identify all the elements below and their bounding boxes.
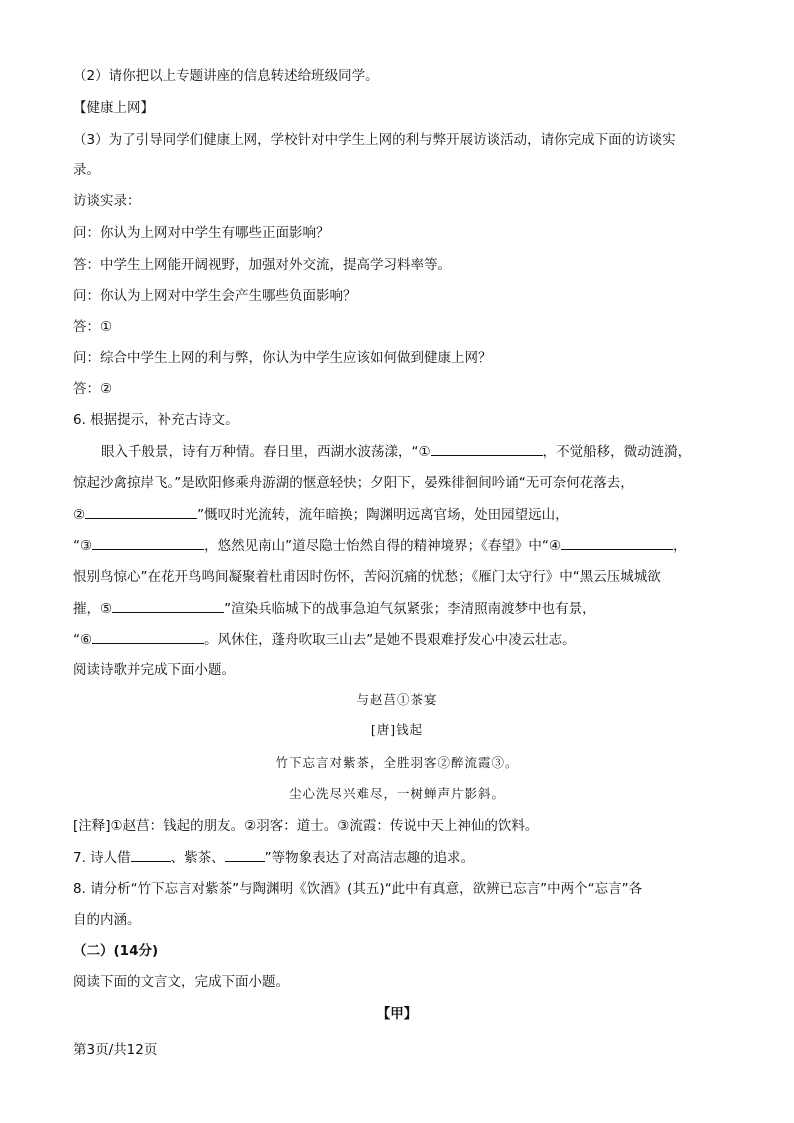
- q6-line-1: 眼入千般景，诗有万种情。春日里，西湖水波荡漾，“① ，不觉船移，微动涟漪，: [101, 441, 724, 462]
- q6-line-5: 恨别鸟惊心”在花开鸟鸣间凝聚着杜甫因时伤怀，苦闷沉痛的忧愁；《雁门太守行》中“黑云压城城欲: [73, 569, 661, 585]
- q6-line-7: “⑥ 。风休住，蓬舟吹取三山去”是她不畏艰难抒发心中凌云壮志。: [73, 629, 724, 650]
- interview-a2: 答：①: [73, 319, 113, 335]
- fill-blank-q7-1[interactable]: [131, 847, 171, 862]
- question-6-heading: 6. 根据提示，补充古诗文。: [73, 412, 239, 428]
- q6-line-3: ② ”慨叹时光流转，流年暗换；陶渊明远离官场，处田园望远山，: [73, 504, 724, 525]
- q6-line-4: “③ ，悠然见南山”道尽隐士怡然自得的精神境界；《春望》中“④ ，: [73, 535, 724, 556]
- q6-line-6: 摧，⑤ ”渲染兵临城下的战事急迫气氛紧张；李清照南渡梦中也有景，: [73, 598, 724, 619]
- poem-line-2: 尘心洗尽兴难尽，一树蝉声片影斜。: [288, 786, 505, 801]
- interview-q2: 问：你认为上网对中学生会产生哪些负面影响？: [73, 288, 357, 304]
- reading-intro: 阅读诗歌并完成下面小题。: [73, 662, 235, 678]
- fill-blank-5[interactable]: [112, 598, 224, 613]
- poem-title: 与赵莒①茶宴: [356, 692, 438, 707]
- question-2-text: （2）请你把以上专题讲座的信息转述给班级同学。: [73, 68, 379, 84]
- poem-line-1: 竹下忘言对紫茶，全胜羽客②醉流霞③。: [275, 755, 519, 770]
- question-8-line-1: 8. 请分析“竹下忘言对紫茶”与陶渊明《饮酒》(其五)“此中有真意，欲辨已忘言”中两个“忘言”各: [73, 881, 643, 897]
- interview-q3: 问：综合中学生上网的利与弊，你认为中学生应该如何做到健康上网？: [73, 350, 492, 366]
- passage-jia-heading: 【甲】: [376, 1006, 418, 1022]
- question-8-line-2: 自的内涵。: [73, 912, 141, 928]
- fill-blank-q7-2[interactable]: [225, 847, 265, 862]
- question-3-text: （3）为了引导同学们健康上网，学校针对中学生上网的利与弊开展访谈活动，请你完成下面的访谈实: [73, 132, 676, 148]
- page-footer: 第3页/共12页: [73, 1042, 158, 1058]
- section-heading-healthy-internet: 【健康上网】: [73, 100, 154, 116]
- q6-line-2: 惊起沙禽掠岸飞。”是欧阳修乘舟游湖的惬意轻快；夕阳下，晏殊徘徊间吟诵“无可奈何花落去，: [73, 475, 634, 491]
- section-2-heading: （二）(14分): [73, 943, 159, 959]
- interview-a1: 答：中学生上网能开阔视野，加强对外交流，提高学习料率等。: [73, 257, 451, 273]
- question-7: 7. 诗人借 、紫茶、 ”等物象表达了对高洁志趣的追求。: [73, 847, 724, 868]
- interview-a3: 答：②: [73, 381, 113, 397]
- fill-blank-4[interactable]: [561, 535, 673, 550]
- fill-blank-1[interactable]: [431, 441, 543, 456]
- interview-heading: 访谈实录：: [73, 193, 141, 209]
- interview-q1: 问：你认为上网对中学生有哪些正面影响？: [73, 225, 330, 241]
- poem-author: [唐]钱起: [370, 722, 424, 737]
- poem-notes: [注释]①赵莒：钱起的朋友。②羽客：道士。③流霞：传说中天上神仙的饮料。: [73, 818, 539, 834]
- fill-blank-2[interactable]: [85, 504, 197, 519]
- fill-blank-6[interactable]: [92, 629, 204, 644]
- section-2-intro: 阅读下面的文言文，完成下面小题。: [73, 974, 289, 990]
- fill-blank-3[interactable]: [92, 535, 204, 550]
- question-3-text-cont: 录。: [73, 162, 100, 178]
